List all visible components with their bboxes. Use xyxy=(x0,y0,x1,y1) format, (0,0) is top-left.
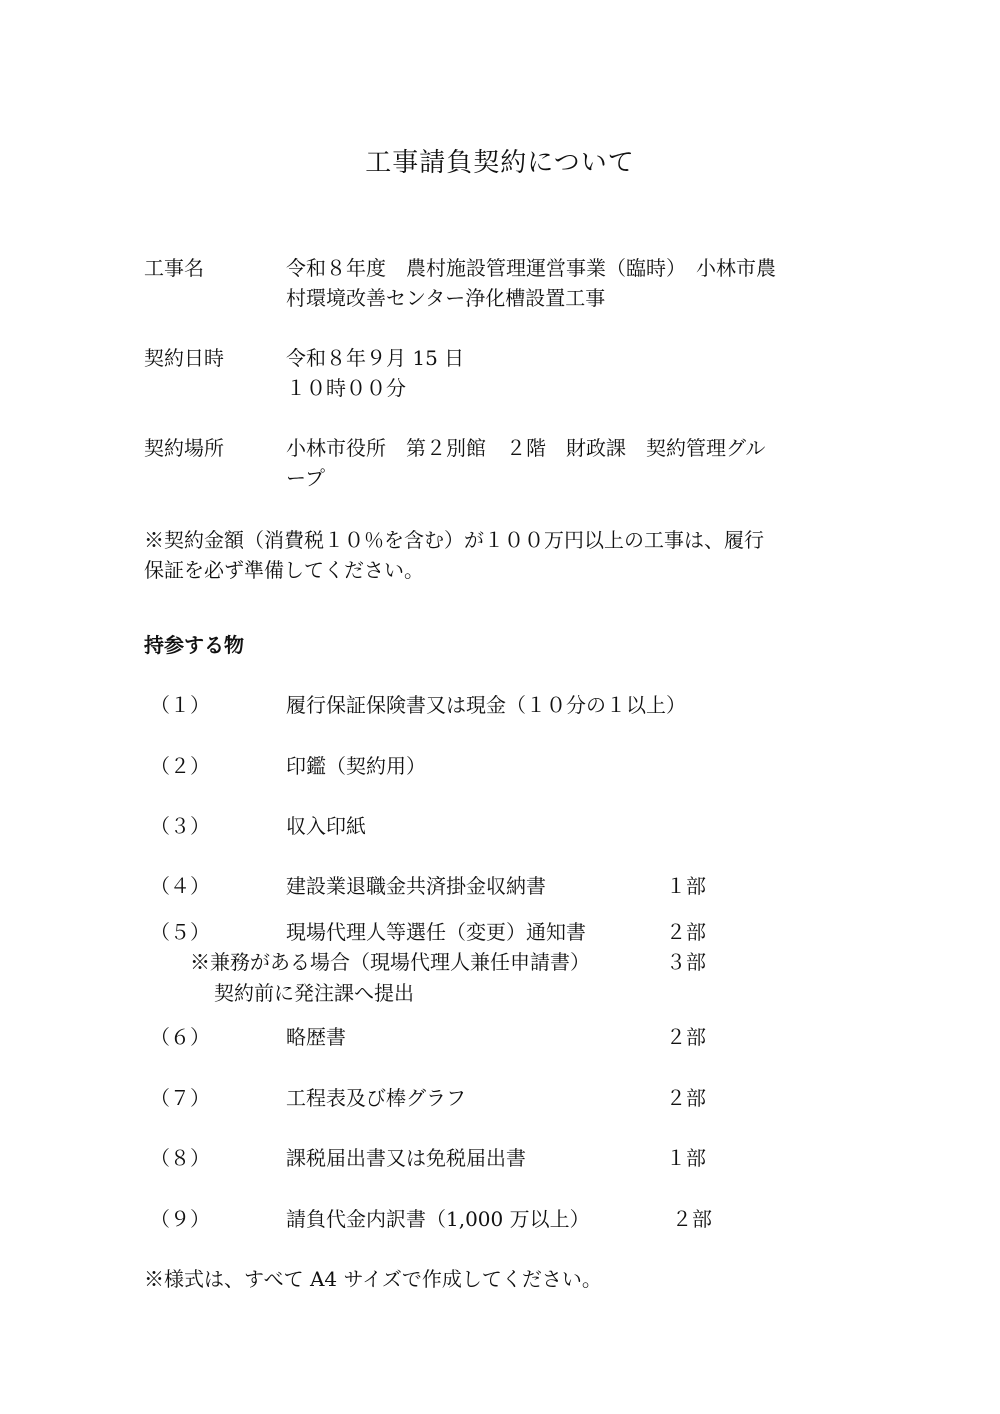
item-quantity: １部 xyxy=(666,874,706,898)
contract-date-label: 契約日時 xyxy=(144,346,224,370)
items-heading: 持参する物 xyxy=(144,633,244,657)
contract-place-line1: 小林市役所 第２別館 ２階 財政課 契約管理グル xyxy=(286,436,766,460)
item-label: 請負代金内訳書（1,000 万以上） xyxy=(286,1207,590,1231)
construction-name-line1: 令和８年度 農村施設管理運営事業（臨時） 小林市農 xyxy=(286,256,776,280)
guarantee-notice-line2: 保証を必ず準備してください。 xyxy=(144,558,424,582)
format-footer-note: ※様式は、すべて A4 サイズで作成してください。 xyxy=(144,1267,602,1291)
contract-place-label: 契約場所 xyxy=(144,436,224,460)
item-number: （３） xyxy=(150,814,210,838)
construction-name-label: 工事名 xyxy=(144,256,204,280)
item5-sub-note-line2: 契約前に発注課へ提出 xyxy=(214,981,414,1005)
item-quantity: ２部 xyxy=(666,1086,706,1110)
item-number: （４） xyxy=(150,874,210,898)
item-number: （９） xyxy=(150,1207,210,1231)
item-label: 印鑑（契約用） xyxy=(286,754,426,778)
construction-name-line2: 村環境改善センター浄化槽設置工事 xyxy=(286,286,606,310)
item-number: （６） xyxy=(150,1025,210,1049)
contract-date-line1: 令和８年９月 15 日 xyxy=(286,346,465,370)
contract-place-line2: ープ xyxy=(286,466,325,490)
item-number: （７） xyxy=(150,1086,210,1110)
contract-date-line2: １０時００分 xyxy=(286,376,406,400)
item-label: 略歴書 xyxy=(286,1025,346,1049)
document-title: 工事請負契約について xyxy=(365,148,635,178)
item-number: （２） xyxy=(150,754,210,778)
item-label: 課税届出書又は免税届出書 xyxy=(286,1146,526,1170)
item5-sub-quantity: ３部 xyxy=(666,950,706,974)
item-number: （５） xyxy=(150,920,210,944)
item-label: 現場代理人等選任（変更）通知書 xyxy=(286,920,586,944)
item-quantity: ２部 xyxy=(666,1025,706,1049)
guarantee-notice-line1: ※契約金額（消費税１０％を含む）が１００万円以上の工事は、履行 xyxy=(144,528,764,552)
item-number: （１） xyxy=(150,693,210,717)
item5-sub-note: ※兼務がある場合（現場代理人兼任申請書） xyxy=(190,950,590,974)
item-label: 収入印紙 xyxy=(286,814,366,838)
item-quantity: ２部 xyxy=(672,1207,712,1231)
item-number: （８） xyxy=(150,1146,210,1170)
item-label: 建設業退職金共済掛金収納書 xyxy=(286,874,546,898)
item-label: 工程表及び棒グラフ xyxy=(286,1086,466,1110)
item-quantity: １部 xyxy=(666,1146,706,1170)
item-label: 履行保証保険書又は現金（１０分の１以上） xyxy=(286,693,686,717)
item-quantity: ２部 xyxy=(666,920,706,944)
